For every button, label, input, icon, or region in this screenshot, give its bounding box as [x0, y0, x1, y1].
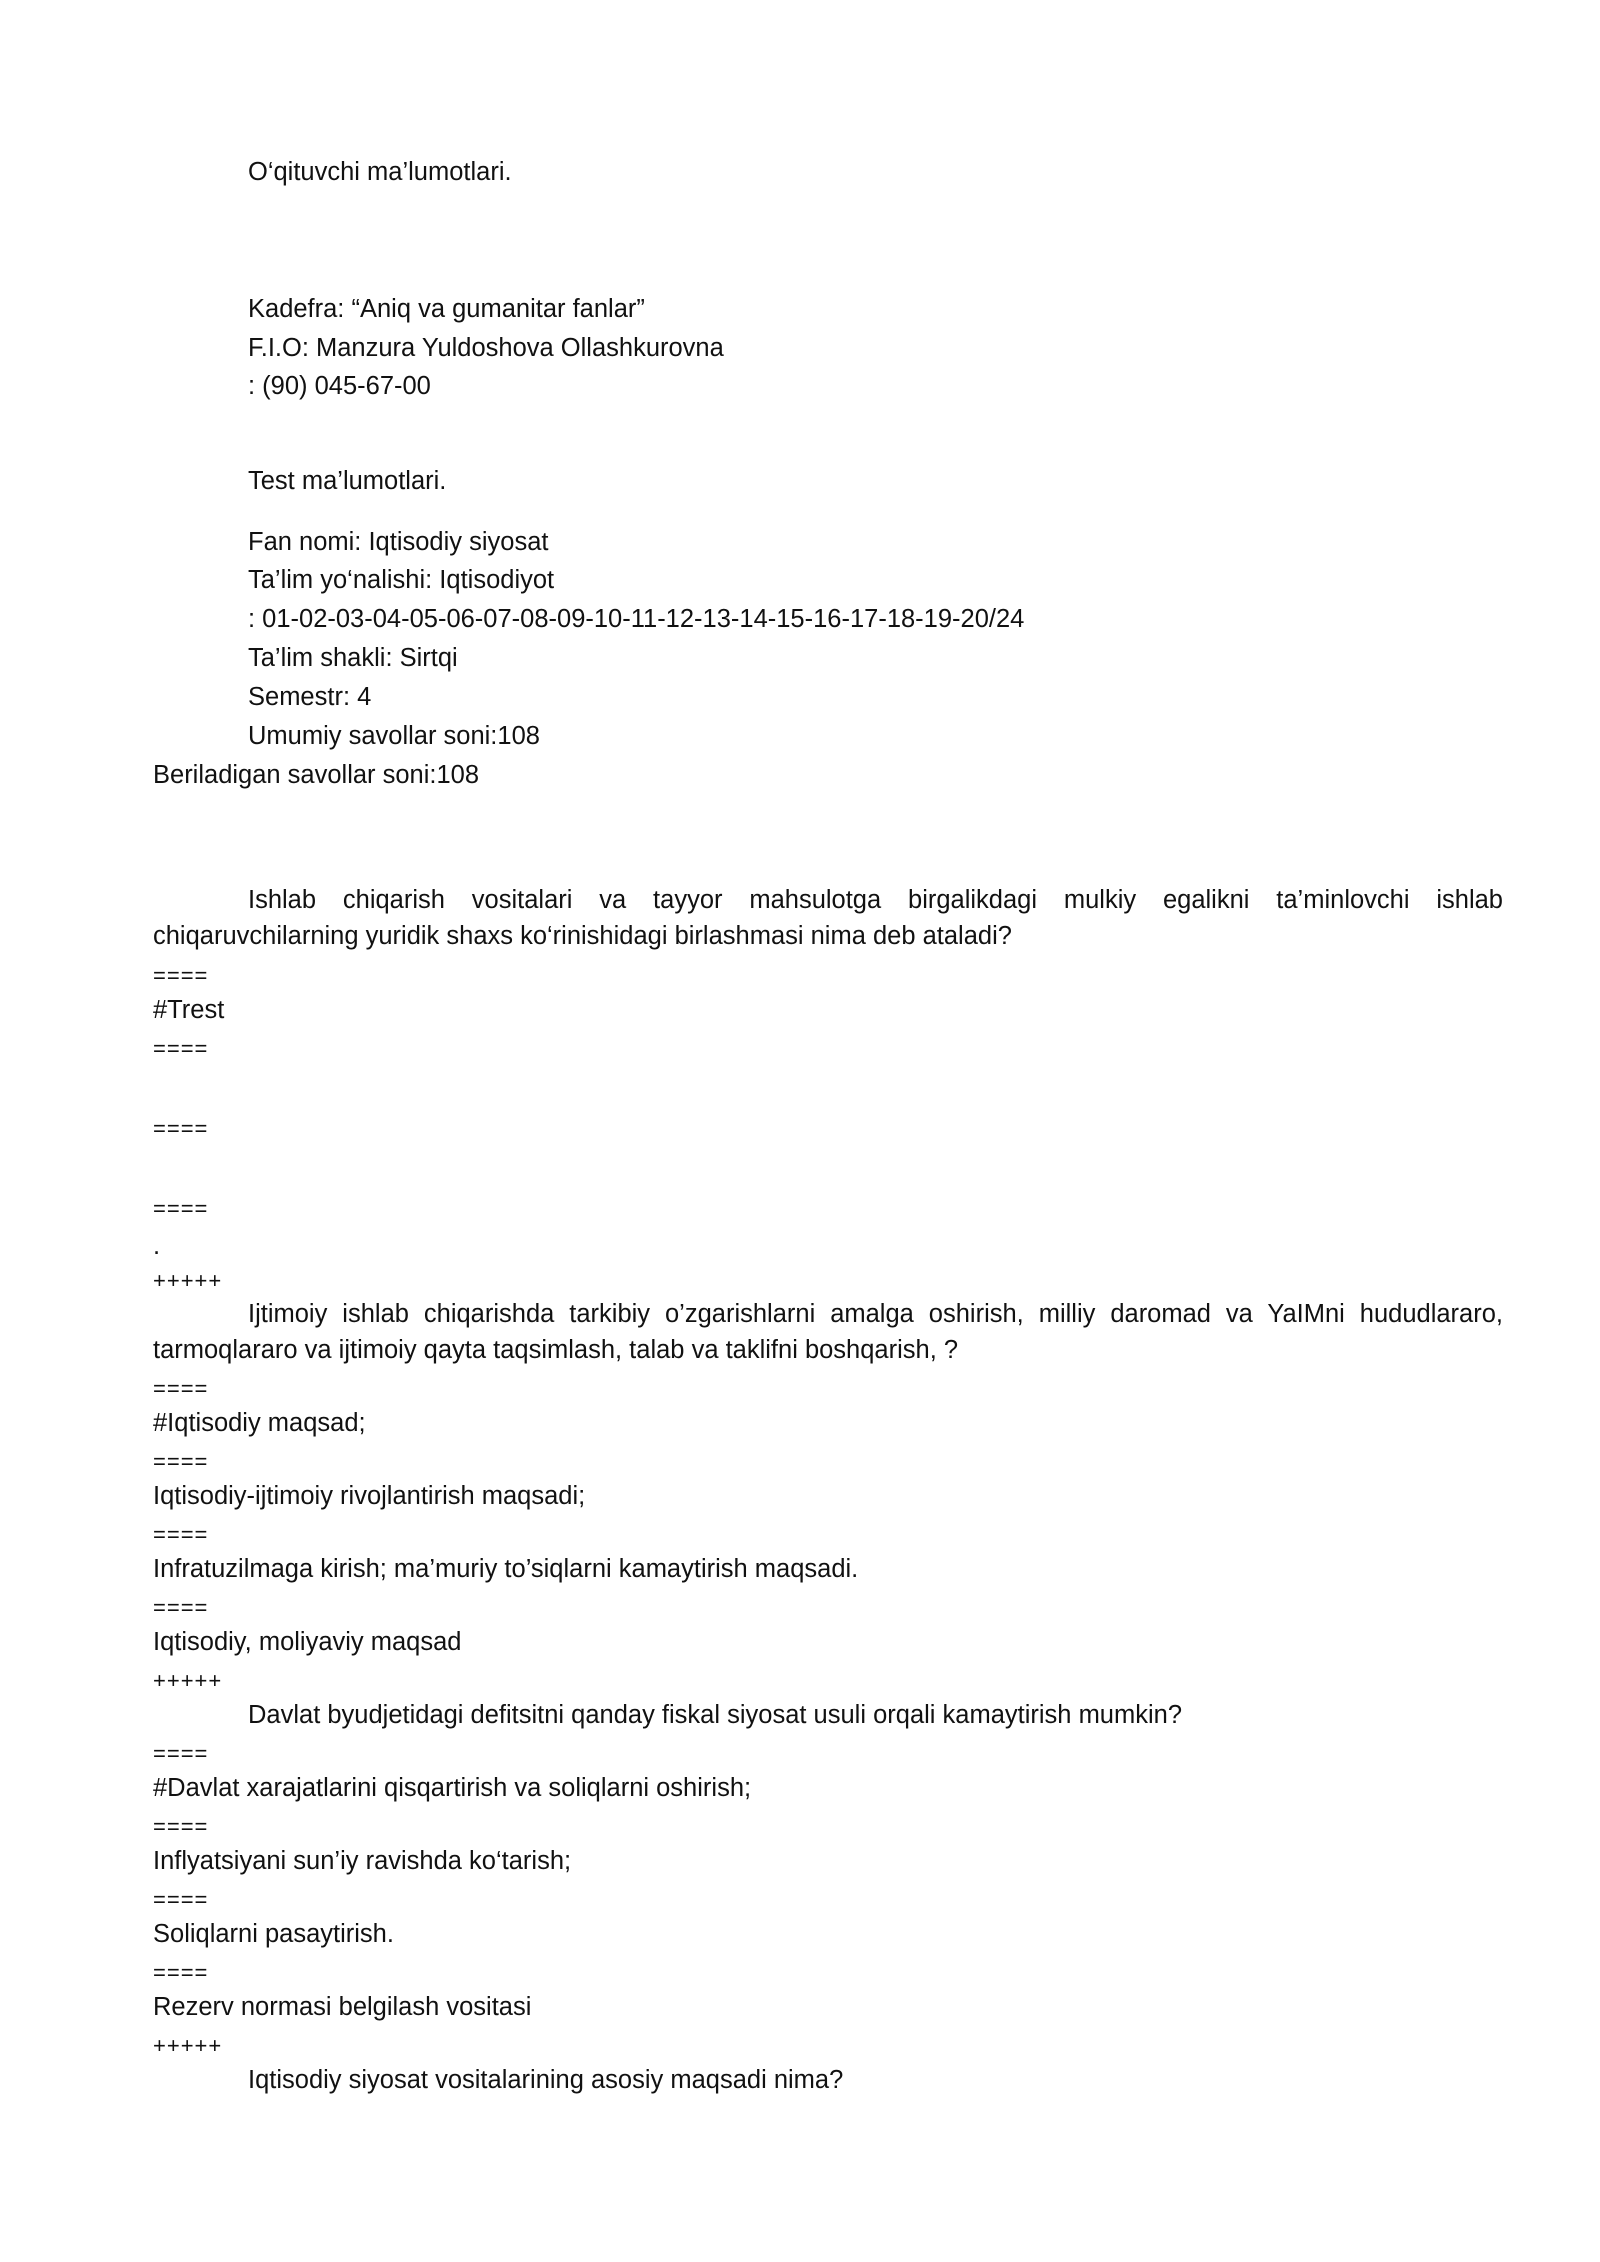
subject-line: Fan nomi: Iqtisodiy siyosat: [248, 528, 549, 556]
answer-option: Iqtisodiy, moliyaviy maqsad: [153, 1628, 462, 1656]
answer-separator: ====: [153, 1522, 209, 1547]
answer-separator: ====: [153, 1036, 209, 1061]
answer-option: #Davlat xarajatlarini qisqartirish va soliqlarni oshirish;: [153, 1774, 752, 1802]
groups-line: : 01-02-03-04-05-06-07-08-09-10-11-12-13-14-15-16-17-18-19-20/24: [248, 605, 1025, 633]
answer-option: Infratuzilmaga kirish; ma’muriy to’siqlarni kamaytirish maqsadi.: [153, 1555, 859, 1583]
question-separator: +++++: [153, 1268, 223, 1293]
answer-separator: ====: [153, 1595, 209, 1620]
answer-option: #Trest: [153, 996, 225, 1024]
phone-line: : (90) 045-67-00: [248, 372, 431, 400]
answer-separator: ====: [153, 1960, 209, 1985]
answer-separator: ====: [153, 1376, 209, 1401]
answer-separator: ====: [153, 1741, 209, 1766]
question-text: Iqtisodiy siyosat vositalarining asosiy maqsadi nima?: [248, 2066, 844, 2094]
study-form-line: Ta’lim shakli: Sirtqi: [248, 644, 458, 672]
answer-option: Soliqlarni pasaytirish.: [153, 1920, 394, 1948]
answer-option: Inflyatsiyani sun’iy ravishda ko‘tarish;: [153, 1847, 572, 1875]
question-text: Davlat byudjetidagi defitsitni qanday fiskal siyosat usuli orqali kamaytirish mumkin?: [248, 1701, 1183, 1729]
direction-line: Ta’lim yo‘nalishi: Iqtisodiyot: [248, 566, 555, 594]
answer-option: Rezerv normasi belgilash vositasi: [153, 1993, 532, 2021]
question-separator: +++++: [153, 2033, 223, 2058]
answer-separator: ====: [153, 1196, 209, 1221]
given-questions-line: Beriladigan savollar soni:108: [153, 761, 480, 789]
answer-option: Iqtisodiy-ijtimoiy rivojlantirish maqsadi;: [153, 1482, 586, 1510]
teacher-info-heading: O‘qituvchi ma’lumotlari.: [248, 158, 512, 186]
answer-separator: ====: [153, 1887, 209, 1912]
department-line: Kadefra: “Aniq va gumanitar fanlar”: [248, 295, 645, 323]
teacher-name-line: F.I.O: Manzura Yuldoshova Ollashkurovna: [248, 334, 724, 362]
answer-separator: ====: [153, 963, 209, 988]
semester-line: Semestr: 4: [248, 683, 372, 711]
answer-separator: ====: [153, 1814, 209, 1839]
question-separator: +++++: [153, 1668, 223, 1693]
question-text: Ishlab chiqarish vositalari va tayyor mahsulotga birgalikdagi mulkiy egalikni ta’minlovchi ishlab chiqaruvchilarning yuridik shaxs ko‘rinishidagi birlashmasi nima deb ataladi?: [153, 886, 1503, 950]
total-questions-line: Umumiy savollar soni:108: [248, 722, 540, 750]
question-text: Ijtimoiy ishlab chiqarishda tarkibiy o’zgarishlarni amalga oshirish, milliy daromad va YaIMni hududlararo, tarmoqlararo va ijtimoiy qayta taqsimlash, talab va taklifni boshqarish, ?: [153, 1300, 1503, 1364]
answer-separator: ====: [153, 1116, 209, 1141]
test-info-heading: Test ma’lumotlari.: [248, 467, 447, 495]
dot-marker: .: [153, 1232, 161, 1260]
answer-option: #Iqtisodiy maqsad;: [153, 1409, 366, 1437]
answer-separator: ====: [153, 1449, 209, 1474]
